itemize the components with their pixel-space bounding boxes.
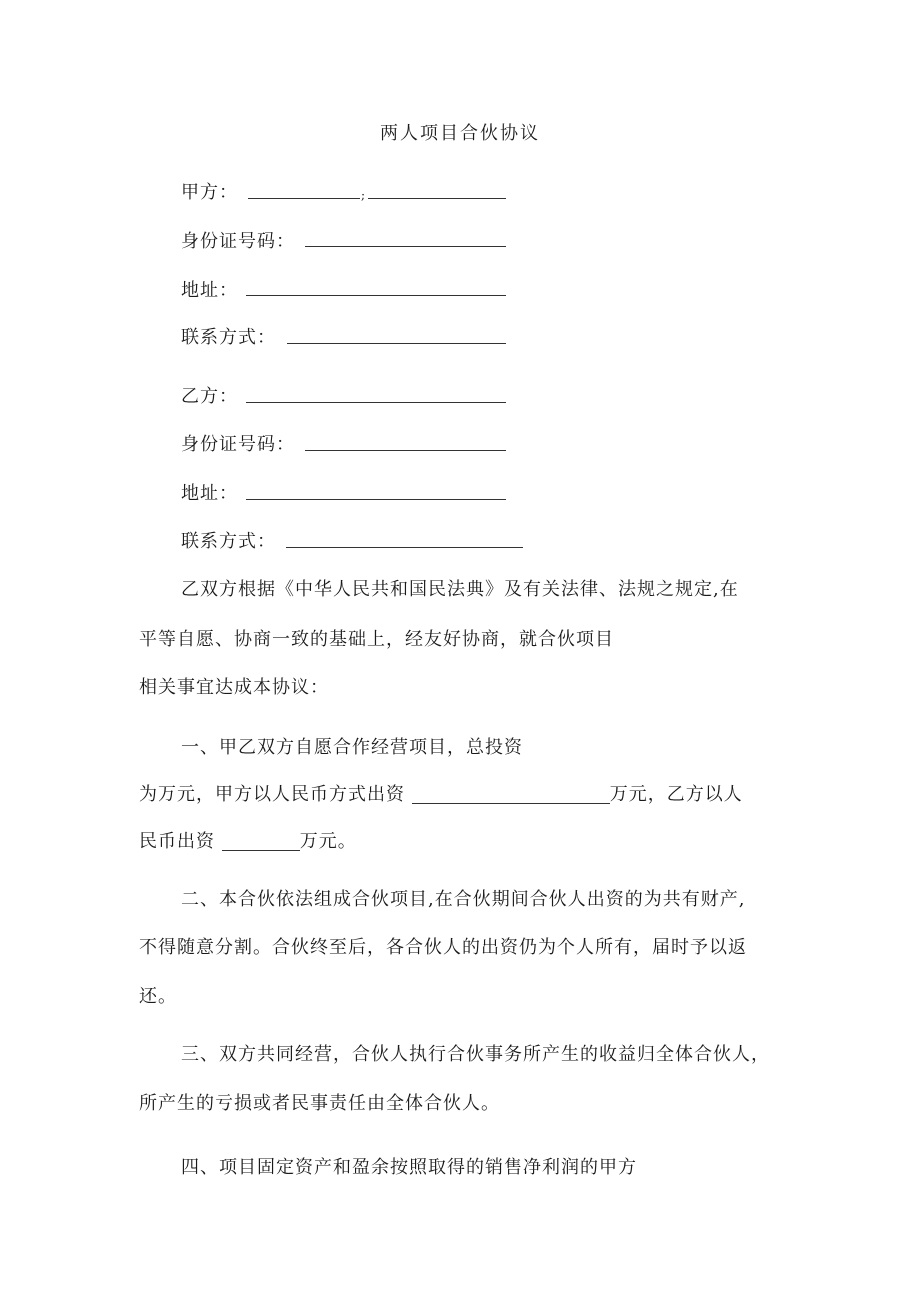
clause-1-text-a: 为万元，甲方以人民币方式出资 <box>139 784 412 805</box>
party-a-investment-blank[interactable] <box>412 785 610 804</box>
preamble-line-2: 平等自愿、协商一致的基础上，经友好协商，就合伙项目 <box>139 629 614 650</box>
party-b-label: 乙方： <box>181 386 238 407</box>
clause-1-text-d: 万元。 <box>299 831 357 852</box>
party-b-contact-blank[interactable] <box>286 547 523 548</box>
clause-3-line-1: 三、双方共同经营，合伙人执行合伙事务所产生的收益归全体合伙人， <box>181 1044 770 1065</box>
party-a-separator: ; <box>361 188 367 202</box>
party-b-id-label: 身份证号码： <box>181 434 295 455</box>
party-a-contact-label: 联系方式： <box>181 327 276 348</box>
party-b-contact-label: 联系方式： <box>181 531 276 552</box>
clause-1-line-3 <box>139 829 357 855</box>
clause-3-line-2: 所产生的亏损或者民事责任由全体合伙人。 <box>139 1093 500 1114</box>
party-a-name-blank-1[interactable] <box>248 198 360 199</box>
clause-1-text-b: 万元，乙方以人 <box>609 784 743 805</box>
party-a-name-blank-2[interactable] <box>368 198 506 199</box>
party-a-address-blank[interactable] <box>246 295 506 296</box>
party-b-id-blank[interactable] <box>305 450 506 451</box>
clause-2-line-3: 还。 <box>139 986 177 1007</box>
preamble-line-1: 乙双方根据《中华人民共和国民法典》及有关法律、法规之规定,在 <box>181 579 739 600</box>
preamble-line-3: 相关事宜达成本协议： <box>139 677 329 698</box>
party-b-address-blank[interactable] <box>246 499 506 500</box>
clause-4-line-1: 四、项目固定资产和盈余按照取得的销售净利润的甲方 <box>181 1157 637 1178</box>
party-a-label: 甲方： <box>181 182 238 203</box>
party-a-id-blank[interactable] <box>305 246 506 247</box>
clause-2-line-1: 二、本合伙依法组成合伙项目,在合伙期间合伙人出资的为共有财产, <box>181 889 746 910</box>
party-b-address-label: 地址： <box>181 483 238 504</box>
clause-1-text-c: 民币出资 <box>139 831 222 852</box>
party-a-address-label: 地址： <box>181 280 238 301</box>
party-a-id-label: 身份证号码： <box>181 231 295 252</box>
clause-1-line-1: 一、甲乙双方自愿合作经营项目，总投资 <box>181 737 523 758</box>
clause-1-line-2 <box>139 782 743 808</box>
party-b-name-blank[interactable] <box>246 402 506 403</box>
party-b-investment-blank[interactable] <box>222 832 300 851</box>
party-a-contact-blank[interactable] <box>287 343 506 344</box>
document-title: 两人项目合伙协议 <box>380 123 540 144</box>
clause-2-line-2: 不得随意分割。合伙终至后，各合伙人的出资仍为个人所有，届时予以返 <box>139 937 747 958</box>
